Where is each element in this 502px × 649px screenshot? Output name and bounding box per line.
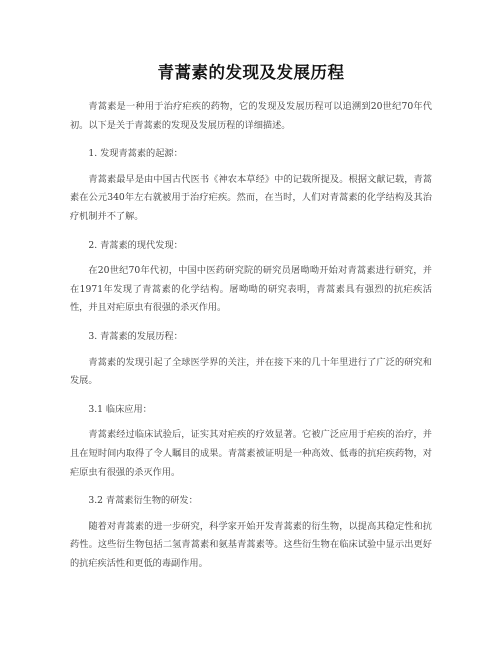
section-text-origin: 青蒿素最早是由中国古代医书《神农本草经》中的记载所提及。根据文献记载，青蒿素在公元340年左右就被用于治疗疟疾。然而，在当时，人们对青蒿素的化学结构及其治疗机制并不了解。 bbox=[70, 173, 432, 222]
section-text-clinical: 青蒿素经过临床试验后，证实其对疟疾的疗效显著。它被广泛应用于疟疾的治疗，并且在短时间内取得了令人瞩目的成果。青蒿素被证明是一种高效、低毒的抗疟疾药物，对疟原虫有很强的杀灭作用。 bbox=[70, 429, 432, 478]
section-heading-development: 3. 青蒿素的发展历程： bbox=[88, 330, 183, 342]
document-title: 青蒿素的发现及发展历程 bbox=[157, 63, 345, 82]
section-heading-derivatives: 3.2 青蒿素衍生物的研发： bbox=[88, 495, 198, 507]
section-text-development: 青蒿素的发现引起了全球医学界的关注，并在接下来的几十年里进行了广泛的研究和发展。 bbox=[70, 356, 432, 387]
intro-paragraph: 青蒿素是一种用于治疗疟疾的药物，它的发现及发展历程可以追溯到20世纪70年代初。以下是关于青蒿素的发现及发展历程的详细描述。 bbox=[70, 101, 432, 131]
section-heading-clinical: 3.1 临床应用： bbox=[88, 403, 152, 415]
section-heading-modern-discovery: 2. 青蒿素的现代发现： bbox=[88, 239, 183, 251]
section-heading-origin: 1. 发现青蒿素的起源： bbox=[88, 148, 183, 160]
section-text-derivatives: 随着对青蒿素的进一步研究，科学家开始开发青蒿素的衍生物，以提高其稳定性和抗药性。这些衍生物包括二氢青蒿素和氨基青蒿素等。这些衍生物在临床试验中显示出更好的抗疟疾活性和更低的毒副作用。 bbox=[70, 520, 432, 569]
section-text-modern-discovery: 在20世纪70年代初，中国中医药研究院的研究员屠呦呦开始对青蒿素进行研究，并在1971年发现了青蒿素的化学结构。屠呦呦的研究表明，青蒿素具有强烈的抗疟疾活性，并且对疟原虫有很强的杀灭作用。 bbox=[70, 265, 432, 314]
